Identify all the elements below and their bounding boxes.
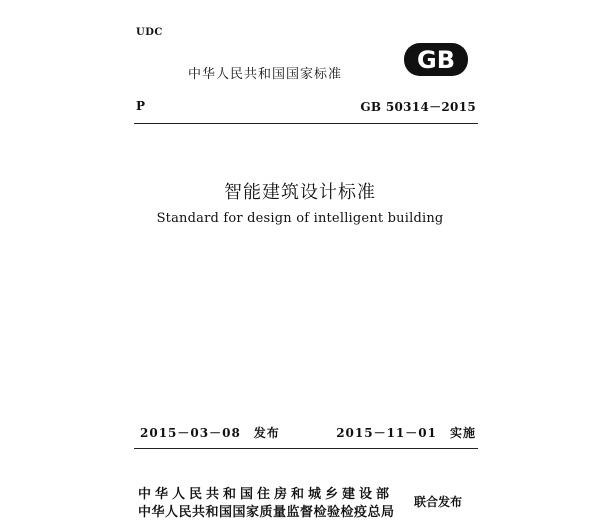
issuer-aqsiq: 中华人民共和国国家质量监督检验检疫总局 (138, 505, 395, 520)
category-code: P (136, 99, 146, 113)
standard-number: GB 50314－2015 (360, 100, 476, 114)
implementation-date: 2015－11－01 实施 (336, 426, 476, 440)
title-chinese: 智能建筑设计标准 (224, 182, 376, 203)
top-divider (134, 123, 478, 124)
joint-release-label: 联合发布 (414, 495, 463, 509)
national-standard-label: 中华人民共和国国家标准 (188, 67, 343, 82)
bottom-divider (134, 448, 478, 449)
gb-logo-text: GB (417, 46, 455, 74)
gb-logo (403, 42, 469, 77)
udc-label: UDC (136, 27, 163, 38)
title-english: Standard for design of intelligent building (156, 211, 444, 226)
issuer-ministry-housing: 中华人民共和国住房和城乡建设部 (138, 487, 394, 502)
issue-date: 2015－03－08 发布 (140, 426, 280, 440)
